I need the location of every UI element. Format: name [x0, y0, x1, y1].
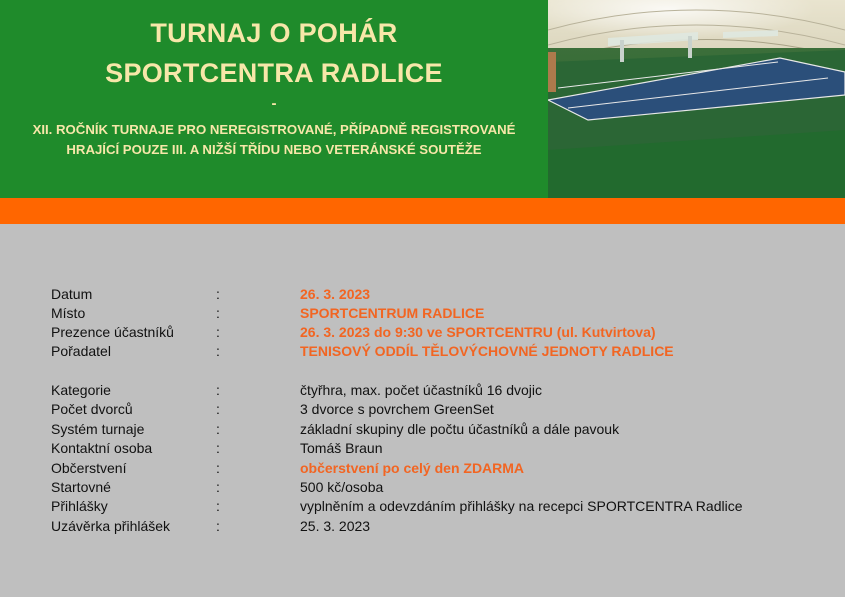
info-colon: : — [216, 343, 220, 359]
info-value: základní skupiny dle počtu účastníků a dále pavouk — [300, 421, 620, 437]
info-label: Pořadatel — [51, 343, 111, 359]
info-row-date — [0, 286, 845, 306]
info-row-refreshments — [0, 460, 845, 480]
subtitle-line2: HRAJÍCÍ POUZE III. A NIŽŠÍ TŘÍDU NEBO VETERÁNSKÉ SOUTĚŽE — [66, 142, 482, 157]
info-label: Startovné — [51, 479, 111, 495]
orange-divider-bar — [0, 198, 845, 224]
info-value: SPORTCENTRUM RADLICE — [300, 305, 485, 321]
info-value: 26. 3. 2023 do 9:30 ve SPORTCENTRU (ul. Kutvirtova) — [300, 324, 656, 340]
info-value: TENISOVÝ ODDÍL TĚLOVÝCHOVNÉ JEDNOTY RADLICE — [300, 343, 674, 359]
info-value: občerstvení po celý den ZDARMA — [300, 460, 525, 476]
title-line2: SPORTCENTRA RADLICE — [105, 58, 443, 88]
info-row-courts — [0, 401, 845, 421]
info-label: Přihlášky — [51, 498, 108, 514]
info-colon: : — [216, 382, 220, 398]
info-row-presence — [0, 324, 845, 344]
info-value: 26. 3. 2023 — [300, 286, 371, 302]
info-label: Uzávěrka přihlášek — [51, 518, 171, 534]
info-row-category — [0, 382, 845, 402]
info-label: Občerstvení — [51, 460, 127, 476]
tennis-hall-photo — [548, 0, 845, 198]
info-row-organizer — [0, 343, 845, 363]
info-label: Datum — [51, 286, 93, 302]
info-label: Kategorie — [51, 382, 111, 398]
info-colon: : — [216, 286, 220, 302]
info-value: 500 kč/osoba — [300, 479, 384, 495]
info-value: 3 dvorce s povrchem GreenSet — [300, 401, 494, 417]
info-label: Kontaktní osoba — [51, 440, 153, 456]
info-label: Systém turnaje — [51, 421, 145, 437]
info-value: Tomáš Braun — [300, 440, 383, 456]
info-row-system — [0, 421, 845, 441]
header-banner — [0, 0, 548, 198]
info-colon: : — [216, 460, 220, 476]
info-row-deadline — [0, 518, 845, 538]
info-label: Místo — [51, 305, 86, 321]
info-value: 25. 3. 2023 — [300, 518, 371, 534]
info-value: čtyřhra, max. počet účastníků 16 dvojic — [300, 382, 542, 398]
subtitle-line1: XII. ROČNÍK TURNAJE PRO NEREGISTROVANÉ, PŘÍPADNĚ REGISTROVANÉ — [32, 122, 516, 137]
info-row-place — [0, 305, 845, 325]
title-line1: TURNAJ O POHÁR — [150, 18, 398, 48]
info-colon: : — [216, 498, 220, 514]
title-separator: - — [271, 95, 277, 112]
info-label: Prezence účastníků — [51, 324, 174, 340]
info-colon: : — [216, 421, 220, 437]
info-row-fee — [0, 479, 845, 499]
info-colon: : — [216, 440, 220, 456]
info-colon: : — [216, 401, 220, 417]
tennis-hall-image — [548, 0, 845, 198]
info-row-registration — [0, 498, 845, 518]
info-colon: : — [216, 518, 220, 534]
info-colon: : — [216, 479, 220, 495]
info-colon: : — [216, 324, 220, 340]
info-value: vyplněním a odevzdáním přihlášky na recepci SPORTCENTRA Radlice — [300, 498, 743, 514]
info-label: Počet dvorců — [51, 401, 133, 417]
info-row-contact — [0, 440, 845, 460]
info-colon: : — [216, 305, 220, 321]
